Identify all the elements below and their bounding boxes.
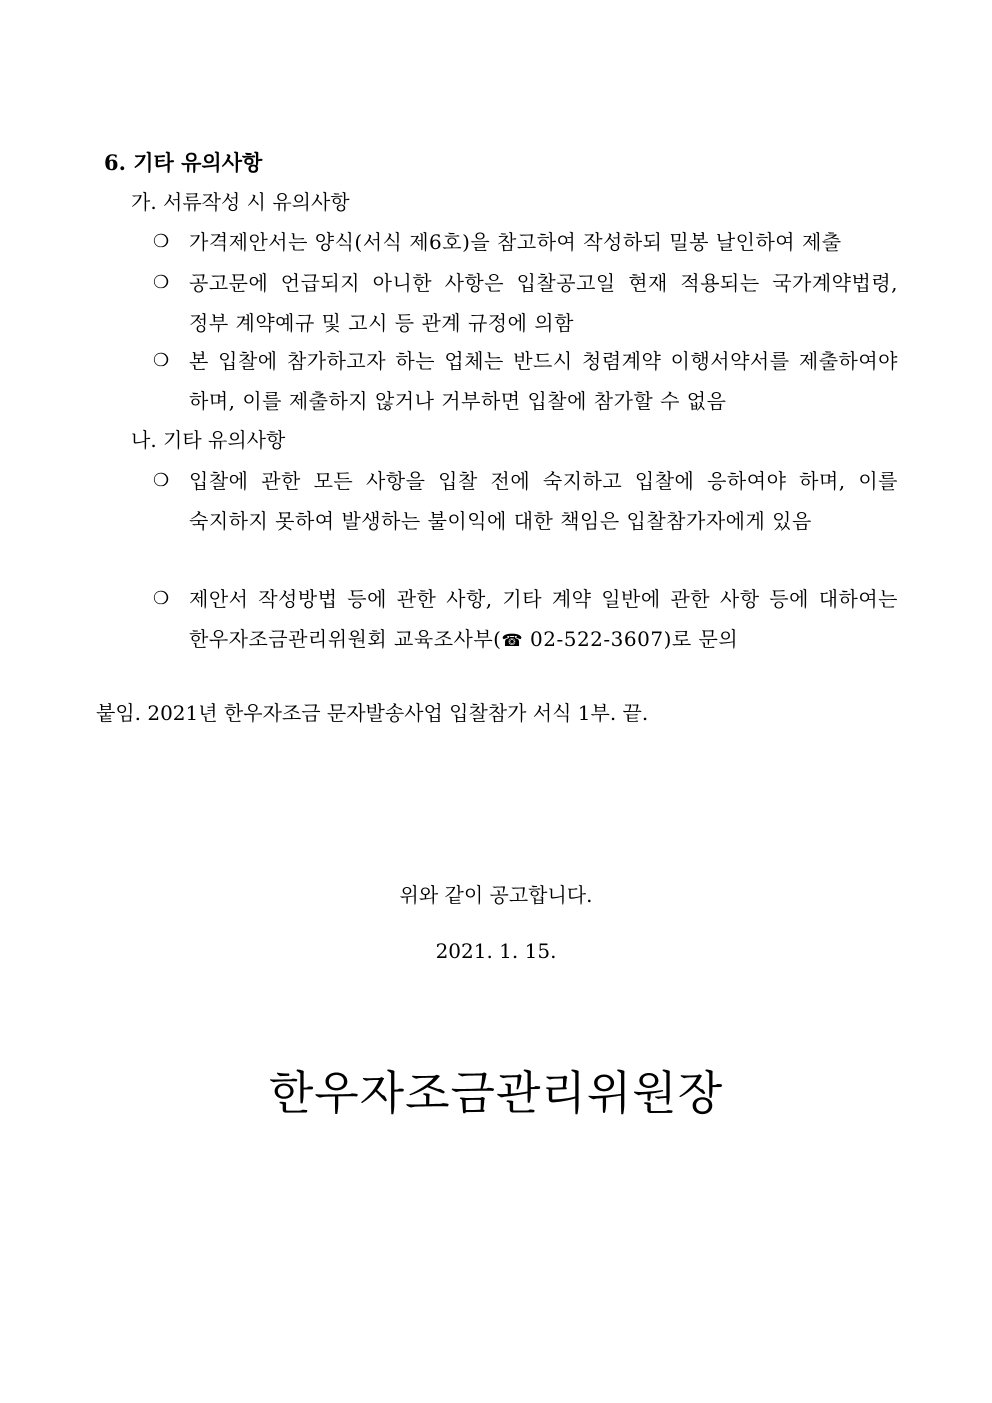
phone-icon: ☎: [501, 631, 524, 651]
bullet-item: [153, 579, 898, 661]
subsection-heading-ga: 가. 서류작성 시 유의사항: [131, 190, 350, 214]
bullet-text: 공고문에 언급되지 아니한 사항은 입찰공고일 현재 적용되는 국가계약법령, 정부 계약예규 및 고시 등 관계 규정에 의함: [189, 271, 898, 335]
contact-suffix: )로 문의: [663, 627, 739, 651]
section-title: 6. 기타 유의사항: [104, 150, 263, 175]
closing-statement: 위와 같이 공고합니다.: [399, 883, 593, 907]
bullet-circle-icon: ❍: [153, 231, 170, 252]
contact-lead-text: 제안서 작성방법 등에 관한 사항, 기타 계약 일반에 관한 사항 등에 대하여는 한우자조금관리위원회 교육조사부(: [189, 587, 898, 651]
issuer-title: 한우자조금관리위원장: [268, 1066, 724, 1120]
subsection-heading-na: 나. 기타 유의사항: [131, 428, 286, 452]
attachment-note: 붙임. 2021년 한우자조금 문자발송사업 입찰참가 서식 1부. 끝.: [96, 701, 649, 725]
bullet-circle-icon: ❍: [153, 272, 170, 293]
bullet-item: [153, 263, 898, 343]
bullet-text: 본 입찰에 참가하고자 하는 업체는 반드시 청렴계약 이행서약서를 제출하여야 하며, 이를 제출하지 않거나 거부하면 입찰에 참가할 수 없음: [189, 349, 898, 413]
bullet-item: [153, 461, 898, 541]
bullet-item: [153, 222, 898, 262]
bullet-circle-icon: ❍: [153, 588, 170, 609]
phone-number: 02-522-3607: [523, 627, 664, 651]
announcement-date: 2021. 1. 15.: [435, 939, 557, 963]
bullet-circle-icon: ❍: [153, 350, 170, 371]
bullet-item: [153, 341, 898, 421]
bullet-text: 가격제안서는 양식(서식 제6호)을 참고하여 작성하되 밀봉 날인하여 제출: [189, 230, 842, 254]
bullet-text: [189, 579, 898, 661]
bullet-text: 입찰에 관한 모든 사항을 입찰 전에 숙지하고 입찰에 응하여야 하며, 이를 숙지하지 못하여 발생하는 불이익에 대한 책임은 입찰참가자에게 있음: [189, 469, 898, 533]
bullet-circle-icon: ❍: [153, 470, 170, 491]
